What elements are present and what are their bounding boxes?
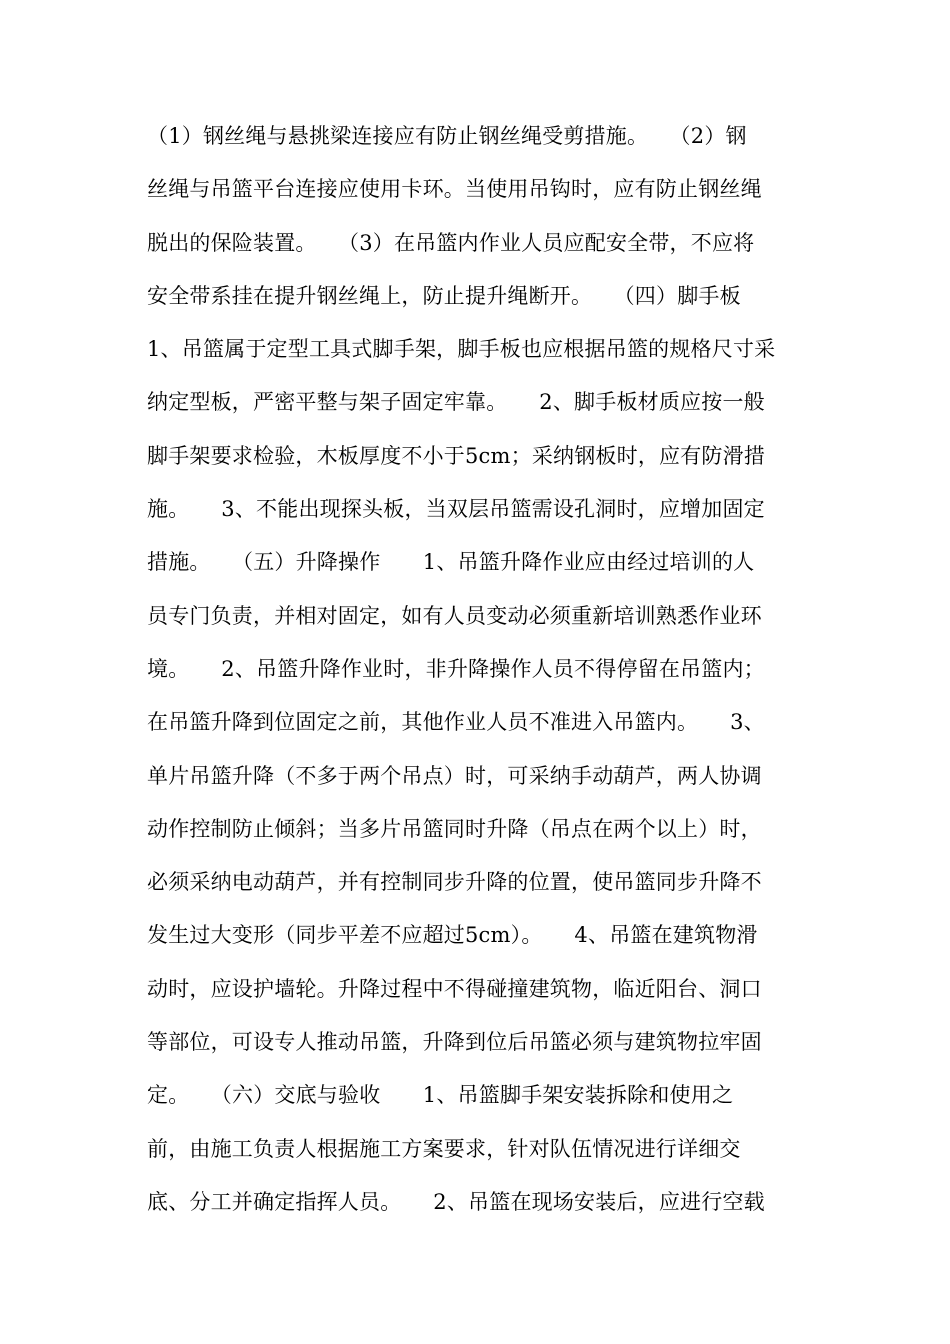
- text-line: 脚手架要求检验，木板厚度不小于5cm；采纳钢板时，应有防滑措: [147, 443, 766, 468]
- text-line: 安全带系挂在提升钢丝绳上，防止提升绳断开。 （四）脚手板: [147, 283, 741, 308]
- text-line: 在吊篮升降到位固定之前，其他作业人员不准进入吊篮内。 3、: [147, 710, 765, 735]
- text-line: 脱出的保险装置。 （3）在吊篮内作业人员应配安全带，不应将: [147, 230, 755, 255]
- text-line: 前，由施工负责人根据施工方案要求，针对队伍情况进行详细交: [147, 1136, 741, 1161]
- text-line: 底、分工并确定指挥人员。 2、吊篮在现场安装后，应进行空载: [147, 1189, 765, 1214]
- text-line: 员专门负责，并相对固定，如有人员变动必须重新培训熟悉作业环: [147, 603, 762, 628]
- text-line: 境。 2、吊篮升降作业时，非升降操作人员不得停留在吊篮内；: [147, 656, 765, 681]
- text-line: 纳定型板，严密平整与架子固定牢靠。 2、脚手板材质应按一般: [147, 390, 765, 415]
- text-line: 单片吊篮升降（不多于两个吊点）时，可采纳手动葫芦，两人协调: [147, 763, 762, 788]
- text-line: 丝绳与吊篮平台连接应使用卡环。当使用吊钩时，应有防止钢丝绳: [147, 177, 762, 202]
- text-line: 施。 3、不能出现探头板，当双层吊篮需设孔洞时，应增加固定: [147, 497, 765, 522]
- text-line: 动作控制防止倾斜；当多片吊篮同时升降（吊点在两个以上）时，: [147, 816, 762, 841]
- text-line: 1、吊篮属于定型工具式脚手架，脚手板也应根据吊篮的规格尺寸采: [147, 337, 776, 362]
- text-line: 措施。 （五）升降操作 1、吊篮升降作业应由经过培训的人: [147, 550, 755, 575]
- text-line: 定。 （六）交底与验收 1、吊篮脚手架安装拆除和使用之: [147, 1083, 734, 1108]
- text-line: 等部位，可设专人推动吊篮，升降到位后吊篮必须与建筑物拉牢固: [147, 1030, 762, 1055]
- text-line: （1）钢丝绳与悬挑梁连接应有防止钢丝绳受剪措施。 （2）钢: [147, 124, 747, 148]
- text-line: 必须采纳电动葫芦，并有控制同步升降的位置，使吊篮同步升降不: [147, 870, 762, 895]
- text-line: 发生过大变形（同步平差不应超过5cm）。 4、吊篮在建筑物滑: [147, 923, 758, 948]
- text-line: 动时，应设护墙轮。升降过程中不得碰撞建筑物，临近阳台、洞口: [147, 976, 762, 1001]
- body-text: [147, 116, 807, 1235]
